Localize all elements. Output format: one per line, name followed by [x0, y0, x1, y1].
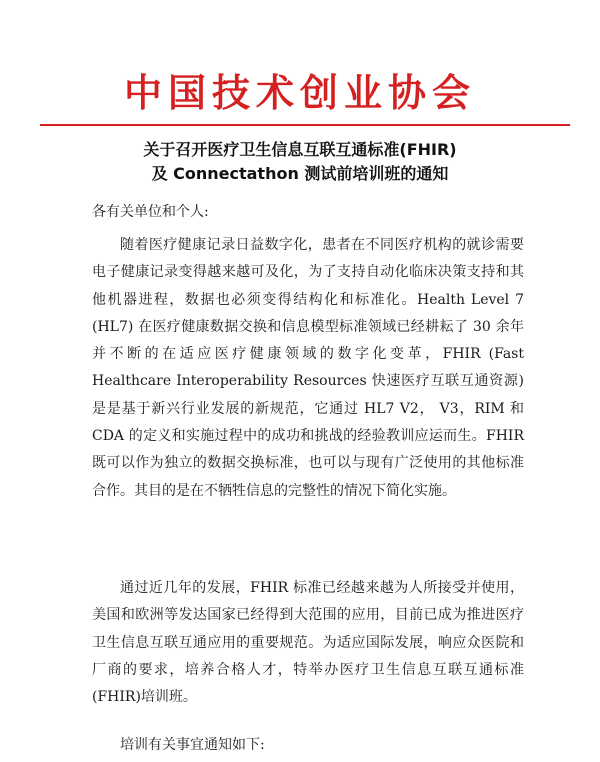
organization-header: 中国技术创业协会 [123, 71, 476, 115]
salutation: 各有关单位和个人: [92, 204, 209, 220]
notice-title-line-1: 关于召开医疗卫生信息互联互通标准(FHIR) [143, 140, 457, 159]
notice-title-line-2: 及 Connectathon 测试前培训班的通知 [151, 164, 449, 183]
notice-title [0, 138, 600, 186]
paragraph-3: 培训有关事宜通知如下: [120, 737, 265, 753]
paragraph-1: 随着医疗健康记录日益数字化，患者在不同医疗机构的就诊需要电子健康记录变得越来越可及化，为了支持自动化临床决策支持和其他机器进程，数据也必须变得结构化和标准化。Health Level 7 (HL7) 在医疗健康数据交换和信息模型标准领域已经耕耘了 30 余年并不断的在适应医疗健康领域的数字化变革，FHIR (Fast Healthcare Interoperability Resources 快速医疗互联互通资源)是是基于新兴行业发展的新规范，它通过 HL7 V2， V3，RIM 和 CDA 的定义和实施过程中的成功和挑战的经验教训应运而生。FHIR 既可以作为独立的数据交换标准，也可以与现有广泛使用的其他标准合作。其目的是在不牺牲信息的完整性的情况下简化实施。 [92, 237, 524, 499]
header-divider [40, 124, 570, 126]
paragraph-2: 通过近几年的发展，FHIR 标准已经越来越为人所接受并使用，美国和欧洲等发达国家已经得到大范围的应用，目前已成为推进医疗卫生信息互联互通应用的重要规范。为适应国际发展，响应众医院和厂商的要求，培养合格人才，特举办医疗卫生信息互联互通标准(FHIR)培训班。 [92, 580, 524, 706]
